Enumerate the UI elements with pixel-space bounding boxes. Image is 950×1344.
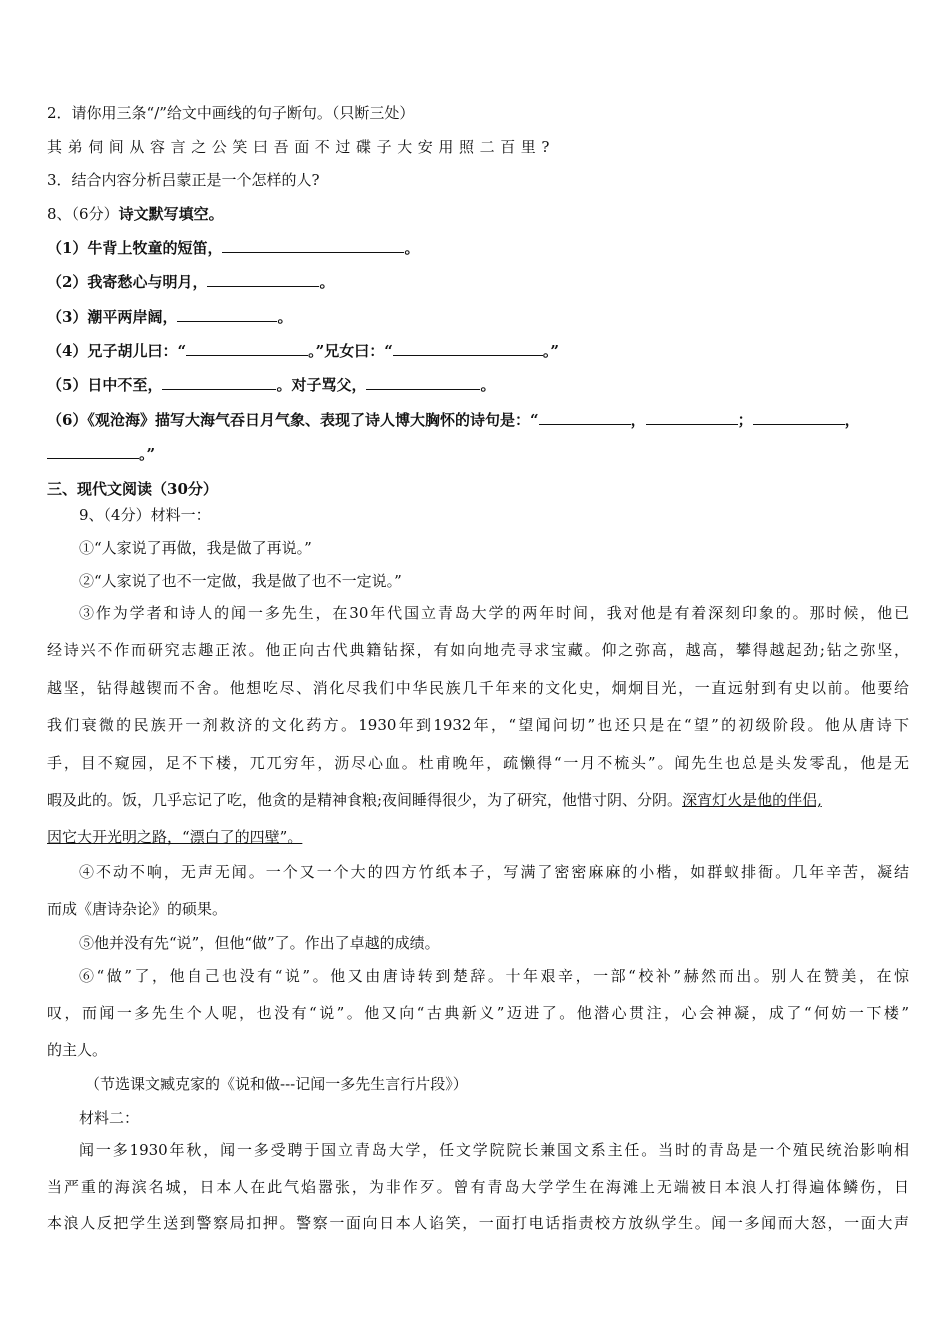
material1-p5: ⑤他并没有先“说”，但他“做”了。作出了卓越的成绩。	[79, 934, 440, 952]
material1-p3-line6	[47, 790, 909, 810]
q8-item-6-sep: ；	[737, 411, 753, 429]
q8-item-3-text: （3）潮平两岸阔，	[47, 308, 178, 326]
q8-item-5	[47, 375, 909, 395]
material1-p6-line3: 的主人。	[47, 1041, 108, 1059]
q8-item-6-text: （6）《观沧海》描写大海气吞日月气象、表现了诗人博大胸怀的诗句是：“	[47, 411, 539, 429]
answer-blank[interactable]	[162, 375, 276, 390]
q8-item-6-sep: ，	[630, 411, 646, 429]
q8-item-6-cont	[47, 444, 909, 464]
material1-p6-line2: 叹，而闻一多先生个人呢，也没有“说”。他又向“古典新义”迈进了。他潜心贯注，心会神凝，成了“何妨一下楼”	[47, 1004, 909, 1022]
q2-prompt: 2．请你用三条“/”给文中画线的句子断句。（只断三处）	[47, 104, 415, 122]
q8-item-1-text: （1）牛背上牧童的短笛，	[47, 239, 223, 257]
q8-item-6-sep: ，	[844, 411, 860, 429]
answer-blank[interactable]	[177, 307, 277, 322]
answer-blank[interactable]	[47, 444, 139, 459]
section-3-heading: 三、现代文阅读（30分）	[47, 480, 218, 498]
material1-p3-line3: 越坚，钻得越锲而不舍。他想吃尽、消化尽我们中华民族几千年来的文化史，炯炯目光，一直远射到有史以前。他要给	[47, 679, 909, 697]
material1-p1: ①“人家说了再做，我是做了再说。”	[79, 539, 312, 557]
q8-item-4-end: 。”	[542, 342, 559, 360]
answer-blank[interactable]	[753, 410, 845, 425]
q8-number: 8、（6分）	[47, 205, 119, 223]
q8-item-5-text: （5）日中不至，	[47, 376, 163, 394]
q8-item-5-end: 。	[480, 376, 496, 394]
material2-label: 材料二：	[79, 1109, 140, 1127]
q2-sentence: 其弟伺间从容言之公笑曰吾面不过碟子大安用照二百里?	[47, 138, 556, 156]
q8-title: 诗文默写填空。	[118, 205, 224, 223]
q3-prompt: 3．结合内容分析吕蒙正是一个怎样的人?	[47, 171, 320, 189]
material1-p4-line2: 而成《唐诗杂论》的硕果。	[47, 900, 228, 918]
answer-blank[interactable]	[539, 410, 631, 425]
q8-item-4-text: （4）兄子胡儿曰：“	[47, 342, 187, 360]
q8-heading	[47, 204, 909, 224]
material2-line3: 本浪人反把学生送到警察局扣押。警察一面向日本人谄笑，一面打电话指责校方放纵学生。闻一多闻而大怒，一面大声	[47, 1214, 909, 1232]
underlined-sentence: 深宵灯火是他的伴侣,	[682, 791, 822, 809]
material1-p3-line7	[47, 827, 909, 847]
material1-p2: ②“人家说了也不一定做，我是做了也不一定说。”	[79, 572, 402, 590]
material2-line2: 当严重的海滨名城，日本人在此气焰嚣张，为非作歹。曾有青岛大学学生在海滩上无端被日本浪人打得遍体鳞伤，日	[47, 1178, 909, 1196]
q8-item-2-end: 。	[319, 273, 335, 291]
material2-line1: 闻一多1930年秋，闻一多受聘于国立青岛大学，任文学院院长兼国文系主任。当时的青岛是一个殖民统治影响相	[79, 1141, 909, 1159]
q8-item-2	[47, 272, 909, 292]
material1-p4-line1: ④不动不响，无声无闻。一个又一个大的四方竹纸本子，写满了密密麻麻的小楷，如群蚁排衙。几年辛苦，凝结	[79, 863, 909, 881]
answer-blank[interactable]	[646, 410, 738, 425]
material1-p3-line6-text: 暇及此的。饭，几乎忘记了吃，他贪的是精神食粮;夜间睡得很少，为了研究，他惜寸阴、分阴。	[47, 791, 683, 809]
q8-item-4-mid: 。”兄女曰：“	[308, 342, 393, 360]
material1-p3-line2: 经诗兴不作而研究志趣正浓。他正向古代典籍钻探，有如向地壳寻求宝藏。仰之弥高，越高，攀得越起劲;钻之弥坚，	[47, 641, 909, 659]
q8-item-3	[47, 307, 909, 327]
answer-blank[interactable]	[366, 375, 480, 390]
material1-p3-line1: ③作为学者和诗人的闻一多先生，在30年代国立青岛大学的两年时间，我对他是有着深刻印象的。那时候，他已	[79, 604, 909, 622]
q8-item-6-end: 。”	[139, 445, 156, 463]
material1-p6-line1: ⑥“做”了，他自己也没有“说”。他又由唐诗转到楚辞。十年艰辛，一部“校补”赫然而出。别人在赞美，在惊	[79, 967, 909, 985]
q8-item-1	[47, 238, 909, 258]
material1-p3-line4: 我们衰微的民族开一剂救济的文化药方。1930年到1932年，“望闻问切”也还只是在“望”的初级阶段。他从唐诗下	[47, 716, 909, 734]
underlined-sentence-cont: 因它大开光明之路，“漂白了的四壁”。	[47, 828, 303, 846]
q9-intro: 9、（4分）材料一：	[79, 506, 211, 524]
q8-item-4	[47, 341, 909, 361]
material1-p3-line5: 手，目不窥园，足不下楼，兀兀穷年，沥尽心血。杜甫晚年，疏懒得“一月不梳头”。闻先生也总是头发零乱，他是无	[47, 754, 909, 772]
q8-item-2-text: （2）我寄愁心与明月，	[47, 273, 208, 291]
answer-blank[interactable]	[207, 272, 319, 287]
q8-item-3-end: 。	[277, 308, 293, 326]
q8-item-1-end: 。	[404, 239, 420, 257]
answer-blank[interactable]	[393, 341, 543, 356]
answer-blank[interactable]	[222, 238, 404, 253]
material1-source: （节选课文臧克家的《说和做---记闻一多先生言行片段》）	[85, 1075, 468, 1093]
answer-blank[interactable]	[186, 341, 308, 356]
q8-item-5-mid: 。对子骂父，	[276, 376, 367, 394]
q8-item-6	[47, 410, 909, 430]
